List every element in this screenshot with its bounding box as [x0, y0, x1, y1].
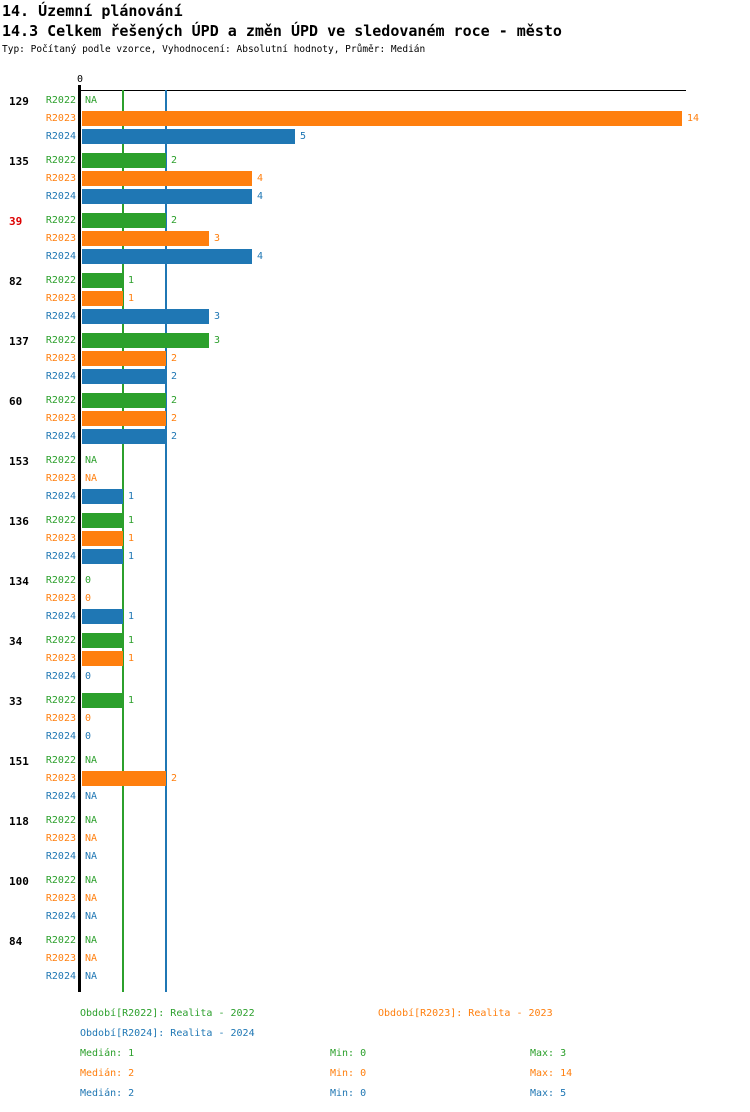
row-label-r2023: R2023 [45, 773, 76, 784]
bar-r2022 [82, 513, 123, 528]
group-label: 137 [9, 335, 29, 348]
row-label-r2023: R2023 [45, 113, 76, 124]
stat-median-r2023: Medián: 2 [80, 1068, 135, 1079]
value-label: 0 [85, 713, 92, 724]
bar-r2022 [82, 333, 209, 348]
group-label: 84 [9, 935, 23, 948]
row-label-r2024: R2024 [45, 551, 76, 562]
value-label: 1 [128, 653, 135, 664]
value-label: 14 [687, 113, 700, 124]
group-label: 34 [9, 635, 23, 648]
value-label: 0 [85, 575, 92, 586]
value-label: 5 [300, 131, 307, 142]
value-label: NA [85, 971, 98, 982]
value-label: NA [85, 851, 98, 862]
row-label-r2023: R2023 [45, 653, 76, 664]
row-label-r2022: R2022 [45, 395, 76, 406]
chart-meta: Typ: Počítaný podle vzorce, Vyhodnocení: Absolutní hodnoty, Průměr: Medián [2, 44, 426, 55]
value-label: 2 [171, 395, 178, 406]
row-label-r2022: R2022 [45, 575, 76, 586]
stat-median-r2022: Medián: 1 [80, 1048, 135, 1059]
value-label: 2 [171, 773, 178, 784]
stat-min-r2023: Min: 0 [330, 1068, 367, 1079]
stat-max-r2022: Max: 3 [530, 1048, 567, 1059]
stat-median-r2024: Medián: 2 [80, 1088, 135, 1099]
row-label-r2023: R2023 [45, 293, 76, 304]
bar-r2024 [82, 249, 252, 264]
bar-r2022 [82, 693, 123, 708]
row-label-r2022: R2022 [45, 695, 76, 706]
value-label: NA [85, 911, 98, 922]
bar-r2023 [82, 231, 209, 246]
value-label: NA [85, 953, 98, 964]
row-label-r2024: R2024 [45, 971, 76, 982]
stat-min-r2022: Min: 0 [330, 1048, 367, 1059]
row-label-r2022: R2022 [45, 755, 76, 766]
value-label: 1 [128, 551, 135, 562]
bar-r2024 [82, 309, 209, 324]
row-label-r2022: R2022 [45, 935, 76, 946]
bar-r2024 [82, 489, 123, 504]
row-label-r2023: R2023 [45, 533, 76, 544]
bar-r2023 [82, 291, 123, 306]
row-label-r2022: R2022 [45, 335, 76, 346]
axis-top-line [78, 90, 686, 91]
row-label-r2024: R2024 [45, 911, 76, 922]
bar-r2024 [82, 189, 252, 204]
bar-r2024 [82, 609, 123, 624]
row-label-r2023: R2023 [45, 173, 76, 184]
row-label-r2023: R2023 [45, 713, 76, 724]
row-label-r2023: R2023 [45, 893, 76, 904]
value-label: 2 [171, 155, 178, 166]
value-label: 2 [171, 431, 178, 442]
value-label: NA [85, 893, 98, 904]
row-label-r2024: R2024 [45, 731, 76, 742]
row-label-r2023: R2023 [45, 833, 76, 844]
value-label: NA [85, 815, 98, 826]
value-label: 2 [171, 371, 178, 382]
value-label: NA [85, 833, 98, 844]
chart-title: 14.3 Celkem řešených ÚPD a změn ÚPD ve sledovaném roce - město [2, 22, 562, 40]
group-label: 60 [9, 395, 23, 408]
value-label: 0 [85, 593, 92, 604]
legend-period-r2022: Období[R2022]: Realita - 2022 [80, 1008, 255, 1019]
row-label-r2023: R2023 [45, 353, 76, 364]
group-label: 153 [9, 455, 29, 468]
value-label: NA [85, 755, 98, 766]
row-label-r2022: R2022 [45, 515, 76, 526]
group-label: 33 [9, 695, 23, 708]
axis-zero-tick-label: 0 [76, 74, 84, 85]
value-label: NA [85, 95, 98, 106]
value-label: NA [85, 935, 98, 946]
value-label: 3 [214, 233, 221, 244]
group-label: 135 [9, 155, 29, 168]
page-title: 14. Územní plánování [2, 2, 183, 20]
stat-max-r2024: Max: 5 [530, 1088, 567, 1099]
group-label: 82 [9, 275, 23, 288]
bar-r2024 [82, 129, 295, 144]
value-label: NA [85, 473, 98, 484]
stat-min-r2024: Min: 0 [330, 1088, 367, 1099]
row-label-r2022: R2022 [45, 815, 76, 826]
axis-zero-line [78, 85, 81, 992]
bar-r2023 [82, 771, 166, 786]
value-label: NA [85, 455, 98, 466]
group-label: 39 [9, 215, 23, 228]
row-label-r2022: R2022 [45, 155, 76, 166]
bar-r2023 [82, 171, 252, 186]
value-label: 2 [171, 353, 178, 364]
value-label: 0 [85, 731, 92, 742]
value-label: NA [85, 791, 98, 802]
bar-r2023 [82, 111, 682, 126]
row-label-r2023: R2023 [45, 953, 76, 964]
value-label: 2 [171, 215, 178, 226]
row-label-r2024: R2024 [45, 611, 76, 622]
row-label-r2024: R2024 [45, 431, 76, 442]
value-label: 3 [214, 311, 221, 322]
row-label-r2022: R2022 [45, 215, 76, 226]
bar-r2024 [82, 369, 166, 384]
row-label-r2024: R2024 [45, 791, 76, 802]
value-label: 4 [257, 251, 264, 262]
row-label-r2024: R2024 [45, 671, 76, 682]
value-label: 4 [257, 173, 264, 184]
value-label: 1 [128, 491, 135, 502]
bar-r2023 [82, 651, 123, 666]
row-label-r2022: R2022 [45, 635, 76, 646]
group-label: 118 [9, 815, 29, 828]
group-label: 136 [9, 515, 29, 528]
bar-r2022 [82, 633, 123, 648]
row-label-r2023: R2023 [45, 233, 76, 244]
group-label: 100 [9, 875, 29, 888]
row-label-r2022: R2022 [45, 275, 76, 286]
value-label: 1 [128, 695, 135, 706]
row-label-r2023: R2023 [45, 413, 76, 424]
row-label-r2022: R2022 [45, 455, 76, 466]
group-label: 129 [9, 95, 29, 108]
legend-period-r2023: Období[R2023]: Realita - 2023 [378, 1008, 553, 1019]
row-label-r2024: R2024 [45, 851, 76, 862]
row-label-r2024: R2024 [45, 251, 76, 262]
value-label: 1 [128, 275, 135, 286]
row-label-r2024: R2024 [45, 311, 76, 322]
legend-period-r2024: Období[R2024]: Realita - 2024 [80, 1028, 255, 1039]
value-label: NA [85, 875, 98, 886]
bar-r2023 [82, 531, 123, 546]
bar-r2022 [82, 393, 166, 408]
value-label: 1 [128, 533, 135, 544]
group-label: 151 [9, 755, 29, 768]
bar-r2023 [82, 351, 166, 366]
row-label-r2022: R2022 [45, 95, 76, 106]
stat-max-r2023: Max: 14 [530, 1068, 573, 1079]
bar-r2022 [82, 153, 166, 168]
row-label-r2024: R2024 [45, 191, 76, 202]
bar-r2022 [82, 273, 123, 288]
bar-r2024 [82, 549, 123, 564]
value-label: 1 [128, 635, 135, 646]
bar-r2024 [82, 429, 166, 444]
value-label: 1 [128, 293, 135, 304]
value-label: 4 [257, 191, 264, 202]
value-label: 1 [128, 611, 135, 622]
value-label: 2 [171, 413, 178, 424]
value-label: 1 [128, 515, 135, 526]
bar-r2023 [82, 411, 166, 426]
row-label-r2024: R2024 [45, 371, 76, 382]
row-label-r2023: R2023 [45, 593, 76, 604]
row-label-r2022: R2022 [45, 875, 76, 886]
value-label: 0 [85, 671, 92, 682]
bar-r2022 [82, 213, 166, 228]
row-label-r2024: R2024 [45, 131, 76, 142]
row-label-r2023: R2023 [45, 473, 76, 484]
group-label: 134 [9, 575, 29, 588]
value-label: 3 [214, 335, 221, 346]
row-label-r2024: R2024 [45, 491, 76, 502]
